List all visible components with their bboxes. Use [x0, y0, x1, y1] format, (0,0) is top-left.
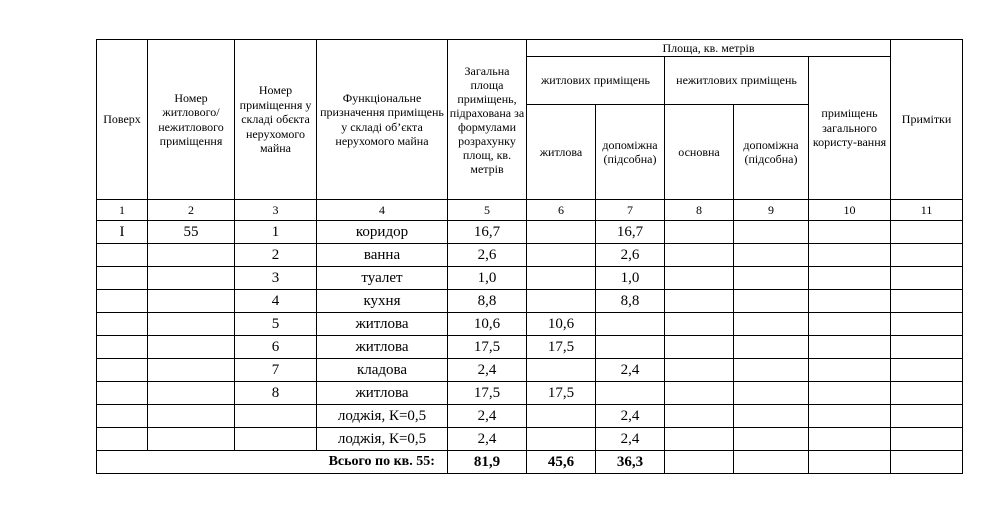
cell-living [527, 290, 596, 313]
cell-unit-number [148, 405, 235, 428]
cell-living [527, 405, 596, 428]
cell-empty [891, 428, 963, 451]
header-unit-number: Номер житлового/ нежитлового приміщення [148, 40, 235, 200]
cell-empty [734, 267, 809, 290]
table-body [97, 221, 963, 451]
cell-total-area: 2,4 [448, 428, 527, 451]
cell-unit-number [148, 244, 235, 267]
cell-empty [891, 382, 963, 405]
cell-floor [97, 382, 148, 405]
cell-empty [809, 382, 891, 405]
cell-purpose: кладова [317, 359, 448, 382]
header-main-nonresidential: основна [665, 105, 734, 200]
cell-purpose: туалет [317, 267, 448, 290]
cell-empty [734, 428, 809, 451]
totals-auxiliary: 36,3 [596, 451, 665, 474]
cell-empty [809, 405, 891, 428]
cell-room-number [235, 405, 317, 428]
cell-purpose: житлова [317, 313, 448, 336]
cell-floor [97, 244, 148, 267]
column-number-row [97, 200, 963, 221]
cell-floor [97, 290, 148, 313]
table-row [97, 405, 963, 428]
cell-unit-number [148, 382, 235, 405]
header-residential-group: житлових приміщень [527, 57, 665, 105]
cell-auxiliary [596, 313, 665, 336]
cell-empty [665, 221, 734, 244]
cell-empty [891, 336, 963, 359]
cell-purpose: житлова [317, 336, 448, 359]
cell-unit-number [148, 267, 235, 290]
column-number: 6 [527, 200, 596, 221]
cell-unit-number [148, 313, 235, 336]
cell-empty [665, 313, 734, 336]
cell-unit-number [148, 428, 235, 451]
cell-empty [665, 290, 734, 313]
cell-empty [665, 336, 734, 359]
cell-empty [665, 244, 734, 267]
column-number: 5 [448, 200, 527, 221]
cell-empty [891, 313, 963, 336]
cell-floor [97, 336, 148, 359]
cell-total-area: 17,5 [448, 382, 527, 405]
cell-auxiliary: 16,7 [596, 221, 665, 244]
cell-unit-number [148, 359, 235, 382]
cell-empty [809, 313, 891, 336]
cell-auxiliary [596, 382, 665, 405]
header-area-group: Площа, кв. метрів [527, 40, 891, 57]
cell-empty [809, 359, 891, 382]
header-nonresidential-group: нежитлових приміщень [665, 57, 809, 105]
cell-room-number: 2 [235, 244, 317, 267]
cell-auxiliary: 2,4 [596, 428, 665, 451]
table-row [97, 336, 963, 359]
cell-floor [97, 313, 148, 336]
cell-empty [734, 382, 809, 405]
cell-empty [734, 290, 809, 313]
cell-auxiliary [596, 336, 665, 359]
cell-room-number: 8 [235, 382, 317, 405]
totals-total-area: 81,9 [448, 451, 527, 474]
cell-empty [665, 267, 734, 290]
cell-empty [734, 336, 809, 359]
cell-empty [734, 221, 809, 244]
cell-room-number [235, 428, 317, 451]
cell-living [527, 267, 596, 290]
cell-purpose: лоджія, К=0,5 [317, 405, 448, 428]
header-common-use: приміщень загального користу-вання [809, 57, 891, 200]
cell-living [527, 244, 596, 267]
cell-empty [809, 221, 891, 244]
cell-living [527, 428, 596, 451]
cell-room-number: 5 [235, 313, 317, 336]
header-floor: Поверх [97, 40, 148, 200]
table-row [97, 313, 963, 336]
header-auxiliary-residential: допоміжна (підсобна) [596, 105, 665, 200]
cell-room-number: 4 [235, 290, 317, 313]
cell-total-area: 2,6 [448, 244, 527, 267]
totals-label: Всього по кв. 55: [317, 451, 448, 474]
header-living: житлова [527, 105, 596, 200]
column-number: 7 [596, 200, 665, 221]
cell-empty [665, 359, 734, 382]
cell-room-number: 7 [235, 359, 317, 382]
cell-purpose: ванна [317, 244, 448, 267]
table-row [97, 290, 963, 313]
cell-room-number: 1 [235, 221, 317, 244]
cell-total-area: 8,8 [448, 290, 527, 313]
table-row [97, 221, 963, 244]
cell-empty [809, 428, 891, 451]
column-number: 11 [891, 200, 963, 221]
cell-floor: I [97, 221, 148, 244]
header-total-area: Загальна площа приміщень, підрахована за формулами розрахунку площ, кв. метрів [448, 40, 527, 200]
cell-auxiliary: 1,0 [596, 267, 665, 290]
cell-auxiliary: 2,4 [596, 405, 665, 428]
header-purpose: Функціональне призначення приміщень у складі об’єкта нерухомого майна [317, 40, 448, 200]
column-number: 10 [809, 200, 891, 221]
cell-total-area: 16,7 [448, 221, 527, 244]
cell-room-number: 6 [235, 336, 317, 359]
cell-total-area: 17,5 [448, 336, 527, 359]
cell-purpose: лоджія, К=0,5 [317, 428, 448, 451]
cell-room-number: 3 [235, 267, 317, 290]
column-number: 3 [235, 200, 317, 221]
column-number: 2 [148, 200, 235, 221]
header-notes: Примітки [891, 40, 963, 200]
cell-total-area: 2,4 [448, 405, 527, 428]
cell-auxiliary: 8,8 [596, 290, 665, 313]
room-area-table [96, 39, 963, 474]
header-room-number: Номер приміщення у складі обєкта нерухомого майна [235, 40, 317, 200]
cell-empty [891, 290, 963, 313]
cell-empty [891, 405, 963, 428]
cell-purpose: коридор [317, 221, 448, 244]
cell-empty [734, 313, 809, 336]
cell-empty [891, 221, 963, 244]
cell-empty [891, 267, 963, 290]
cell-unit-number: 55 [148, 221, 235, 244]
cell-floor [97, 428, 148, 451]
cell-living: 17,5 [527, 336, 596, 359]
cell-living: 10,6 [527, 313, 596, 336]
cell-floor [97, 405, 148, 428]
table-row [97, 428, 963, 451]
cell-empty [809, 290, 891, 313]
cell-unit-number [148, 290, 235, 313]
cell-total-area: 1,0 [448, 267, 527, 290]
cell-total-area: 2,4 [448, 359, 527, 382]
cell-purpose: житлова [317, 382, 448, 405]
header-auxiliary-nonresidential: допоміжна (підсобна) [734, 105, 809, 200]
column-number: 1 [97, 200, 148, 221]
cell-empty [891, 359, 963, 382]
table-row [97, 244, 963, 267]
column-number: 9 [734, 200, 809, 221]
cell-empty [809, 336, 891, 359]
column-number: 4 [317, 200, 448, 221]
table-row [97, 359, 963, 382]
cell-floor [97, 267, 148, 290]
table-row [97, 267, 963, 290]
cell-empty [734, 359, 809, 382]
cell-auxiliary: 2,6 [596, 244, 665, 267]
table-row [97, 382, 963, 405]
totals-living: 45,6 [527, 451, 596, 474]
cell-auxiliary: 2,4 [596, 359, 665, 382]
cell-empty [665, 405, 734, 428]
cell-living [527, 359, 596, 382]
cell-empty [665, 382, 734, 405]
cell-empty [891, 244, 963, 267]
cell-empty [734, 405, 809, 428]
cell-empty [809, 244, 891, 267]
cell-total-area: 10,6 [448, 313, 527, 336]
cell-unit-number [148, 336, 235, 359]
cell-living [527, 221, 596, 244]
cell-living: 17,5 [527, 382, 596, 405]
cell-empty [665, 428, 734, 451]
column-number: 8 [665, 200, 734, 221]
cell-purpose: кухня [317, 290, 448, 313]
totals-row [97, 451, 963, 474]
cell-floor [97, 359, 148, 382]
cell-empty [734, 244, 809, 267]
cell-empty [809, 267, 891, 290]
